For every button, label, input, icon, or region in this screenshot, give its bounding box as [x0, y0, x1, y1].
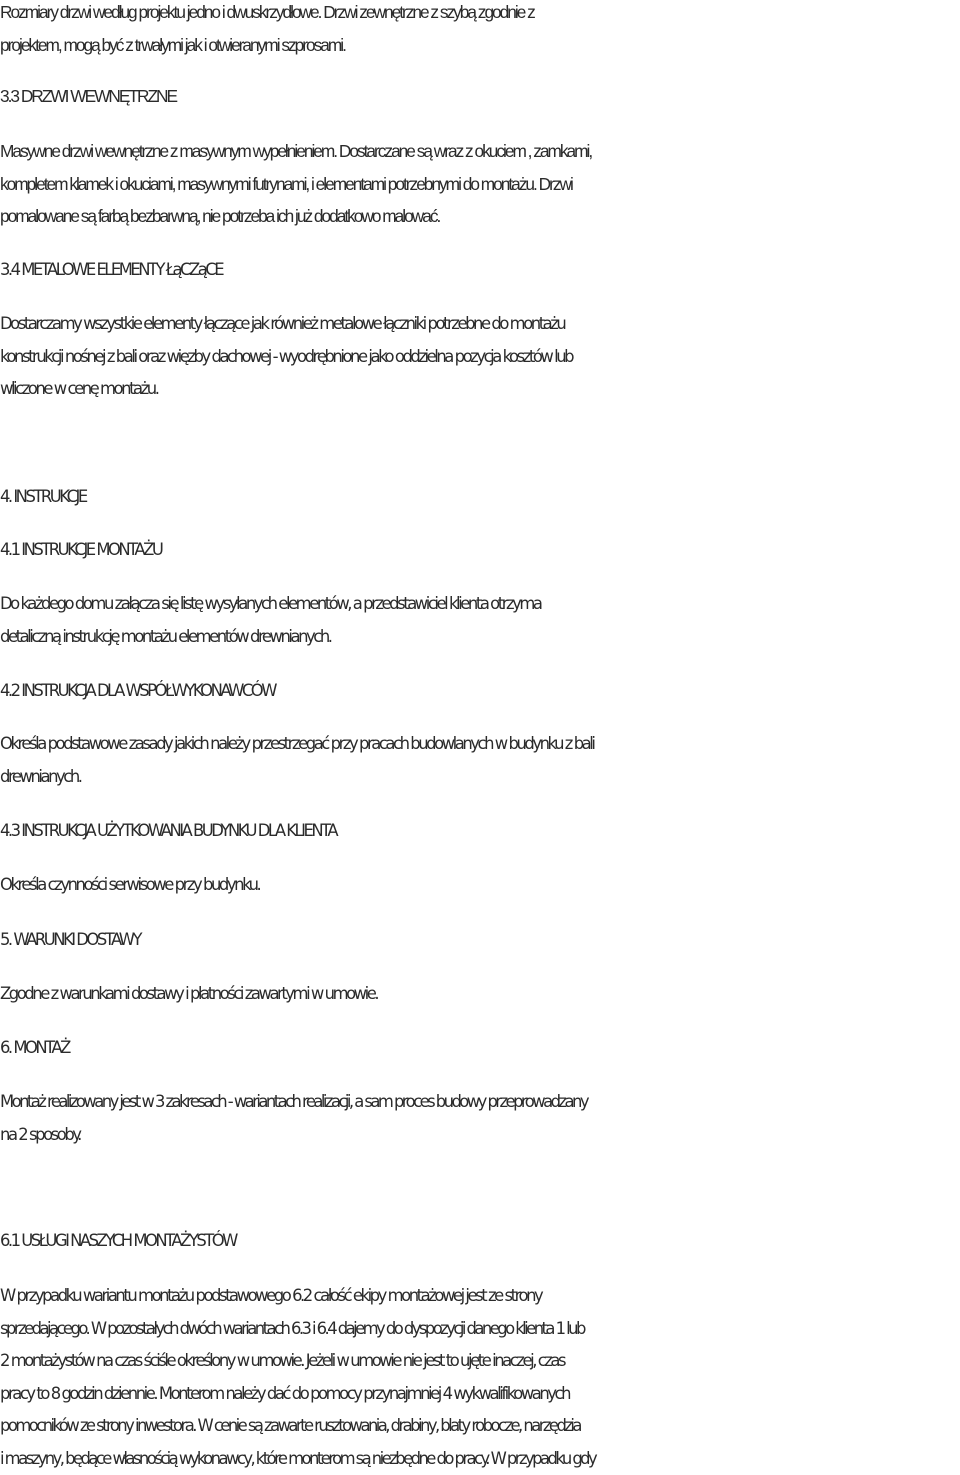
- section-4-1-heading: 4.1 INSTRUKCJE MONTAŻU: [0, 534, 960, 567]
- section-6-line-1: Montaż realizowany jest w 3 zakresach - wariantach realizacji, a sam proces budowy przeprowadzany: [0, 1086, 960, 1119]
- section-3-4-paragraph: [0, 308, 960, 406]
- section-4-2-heading: 4.2 INSTRUKCJA DLA WSPÓŁWYKONAWCÓW: [0, 675, 960, 708]
- section-6-1-line-2: sprzedającego. W pozostałych dwóch wariantach 6.3 i 6.4 dajemy do dyspozycji danego klienta 1 lub: [0, 1313, 960, 1346]
- section-4-3-line-1: Określa czynności serwisowe przy budynku.: [0, 869, 960, 902]
- intro-line-2: projektem, mogą być z trwałymi jak i otwieranymi szprosami.: [0, 29, 960, 62]
- section-4-3-paragraph: [0, 869, 960, 902]
- section-3-4-line-1: Dostarczamy wszystkie elementy łączące jak również metalowe łączniki potrzebne do montażu: [0, 308, 960, 341]
- section-3-3-line-3: pomalowane są farbą bezbarwną, nie potrzeba ich już dodatkowo malować.: [0, 200, 960, 233]
- section-6-1-heading: 6.1 USŁUGI NASZYCH MONTAŻYSTÓW: [0, 1225, 960, 1258]
- section-5-heading: 5. WARUNKI DOSTAWY: [0, 924, 960, 957]
- section-3-4-line-2: konstrukcji nośnej z bali oraz więzby dachowej - wyodrębnione jako oddzielna pozycja kosztów lub: [0, 341, 960, 374]
- section-5-line-1: Zgodne z warunkami dostawy i płatności zawartymi w umowie.: [0, 978, 960, 1011]
- section-4-3-heading: 4.3 INSTRUKCJA UŻYTKOWANIA BUDYNKU DLA KLIENTA: [0, 815, 960, 848]
- section-6-1-paragraph: [0, 1280, 960, 1475]
- section-6-line-2: na 2 sposoby.: [0, 1119, 960, 1152]
- section-3-3-line-1: Masywne drzwi wewnętrzne z masywnym wypełnieniem. Dostarczane są wraz z okuciem , zamkami,: [0, 135, 960, 168]
- section-3-4-line-3: wliczone w cenę montażu.: [0, 373, 960, 406]
- intro-paragraph: [0, 0, 960, 61]
- section-4-1-line-2: detaliczną instrukcję montażu elementów drewnianych.: [0, 621, 960, 654]
- section-3-4-heading: 3.4 METALOWE ELEMENTY ŁąCZąCE: [0, 254, 960, 287]
- section-4-2-line-1: Określa podstawowe zasady jakich należy przestrzegać przy pracach budowlanych w budynku z bali: [0, 728, 960, 761]
- section-4-1-line-1: Do każdego domu załącza się listę wysyłanych elementów, a przedstawiciel klienta otrzyma: [0, 588, 960, 621]
- section-6-1-line-3: 2 montażystów na czas ściśle określony w umowie. Jeżeli w umowie nie jest to ujęte inaczej, czas: [0, 1345, 960, 1378]
- intro-line-1: Rozmiary drzwi według projektu jedno i dwuskrzydłowe. Drzwi zewnętrzne z szybą zgodnie z: [0, 0, 960, 29]
- section-6-1-line-4: pracy to 8 godzin dziennie. Monterom należy dać do pomocy przynajmniej 4 wykwalifikowanych: [0, 1378, 960, 1411]
- section-3-3-heading: 3.3 DRZWI WEWNĘTRZNE: [0, 80, 960, 113]
- section-4-2-paragraph: [0, 728, 960, 793]
- section-4-heading: 4. INSTRUKCJE: [0, 481, 960, 514]
- section-4-1-paragraph: [0, 588, 960, 653]
- section-6-1-line-5: pomocników ze strony inwestora. W cenie są zawarte rusztowania, drabiny, blaty robocze, narzędzia: [0, 1410, 960, 1443]
- section-6-paragraph: [0, 1086, 960, 1151]
- section-6-heading: 6. MONTAŻ: [0, 1032, 960, 1065]
- section-3-3-line-2: kompletem klamek i okuciami, masywnymi futrynami, i elementami potrzebnymi do montażu. Drzwi: [0, 168, 960, 201]
- section-6-1-line-6: i maszyny, będące własnością wykonawcy, które monterom są niezbędne do pracy. W przypadku gdy: [0, 1443, 960, 1475]
- section-6-1-line-1: W przypadku wariantu montażu podstawowego 6.2 całość ekipy montażowej jest ze strony: [0, 1280, 960, 1313]
- section-5-paragraph: [0, 978, 960, 1011]
- section-3-3-paragraph: [0, 135, 960, 233]
- section-4-2-line-2: drewnianych.: [0, 761, 960, 794]
